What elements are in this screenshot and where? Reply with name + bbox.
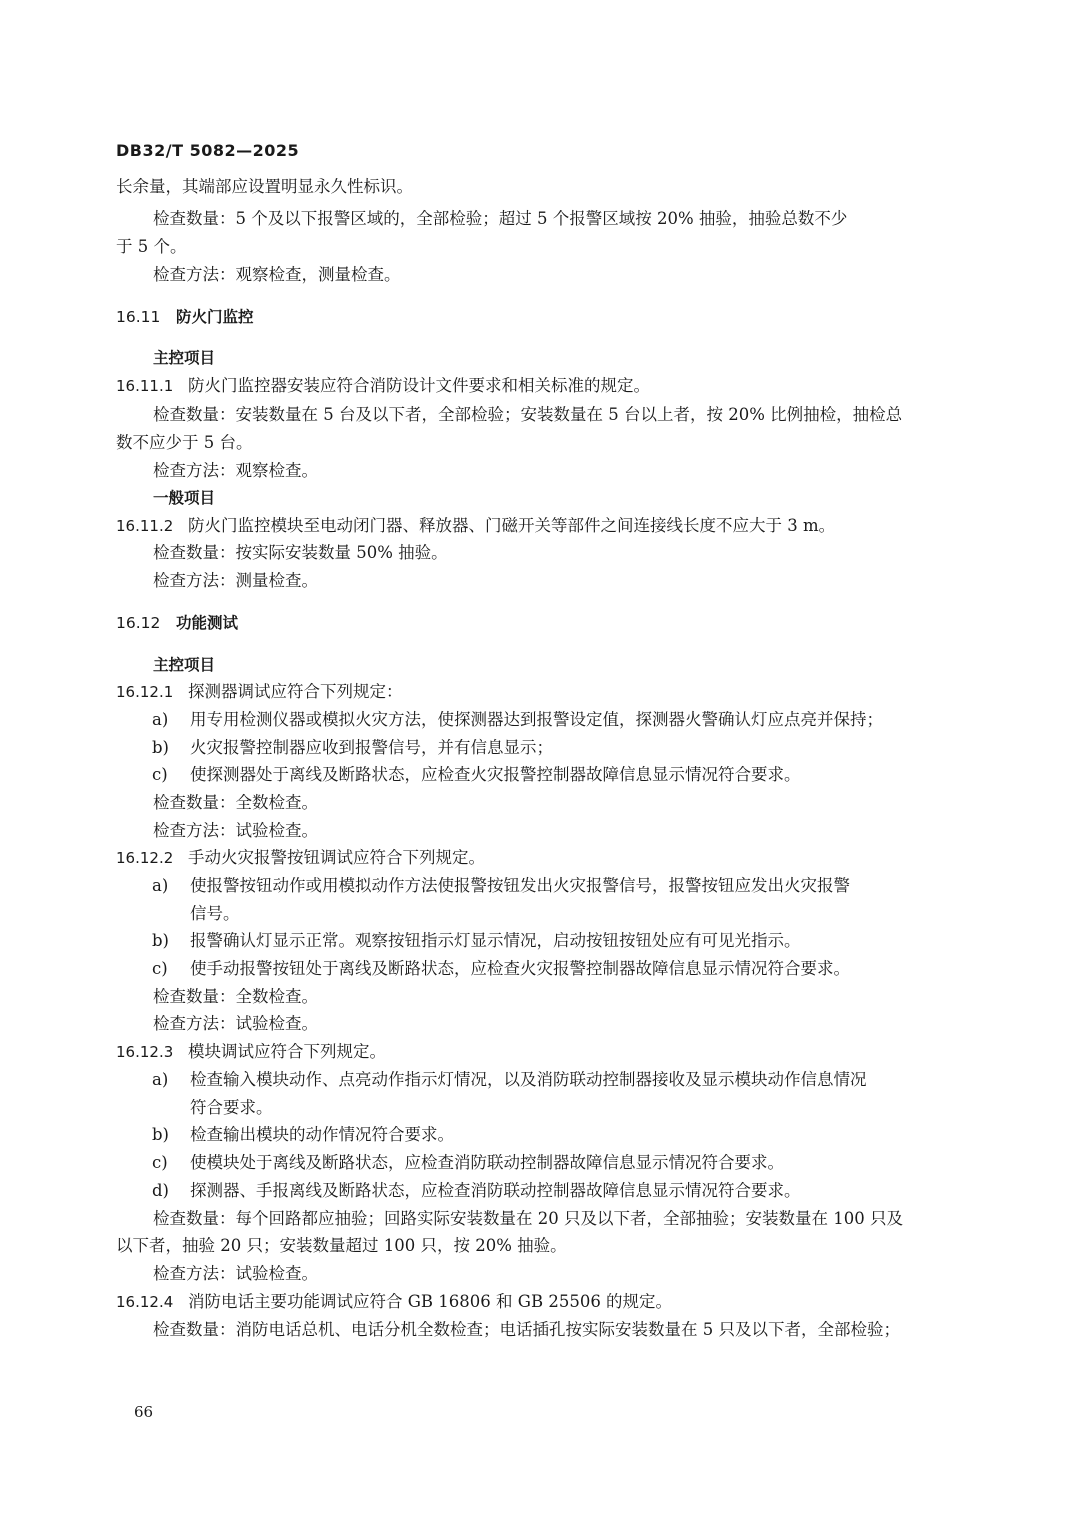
section-number: 16.12 xyxy=(116,614,161,632)
subsection-label: 主控项目 xyxy=(153,349,216,367)
clause-text: 手动火灾报警按钮调试应符合下列规定。 xyxy=(188,848,485,867)
clause-number: 16.11.2 xyxy=(116,517,174,535)
paragraph-line: 检查数量：按实际安装数量 50% 抽验。 xyxy=(153,543,448,562)
list-label: d) xyxy=(152,1181,169,1200)
clause-number: 16.11.1 xyxy=(116,377,174,395)
list-text: 检查输出模块的动作情况符合要求。 xyxy=(190,1125,454,1144)
clause-number: 16.12.2 xyxy=(116,849,174,867)
list-label: a) xyxy=(152,1070,169,1089)
list-item xyxy=(152,875,850,897)
list-label: b) xyxy=(152,1125,169,1144)
paragraph-line: 长余量，其端部应设置明显永久性标识。 xyxy=(116,177,413,196)
clause-16-12-2 xyxy=(116,847,485,869)
paragraph-line: 检查方法：观察检查。 xyxy=(153,461,318,480)
standard-code-header: DB32/T 5082—2025 xyxy=(116,141,300,160)
page-number: 66 xyxy=(134,1403,154,1421)
paragraph-line: 检查数量：每个回路都应抽验；回路实际安装数量在 20 只及以下者，全部抽验；安装数量在 100 只及 xyxy=(153,1209,903,1228)
list-label: c) xyxy=(152,959,168,978)
paragraph-line: 于 5 个。 xyxy=(116,237,187,256)
clause-number: 16.12.4 xyxy=(116,1293,174,1311)
list-text: 使探测器处于离线及断路状态，应检查火灾报警控制器故障信息显示情况符合要求。 xyxy=(190,765,801,784)
list-text: 使报警按钮动作或用模拟动作方法使报警按钮发出火灾报警信号，报警按钮应发出火灾报警 xyxy=(190,876,850,895)
clause-16-11-1 xyxy=(116,375,650,397)
paragraph-line: 检查方法：观察检查，测量检查。 xyxy=(153,265,401,284)
list-text: 探测器、手报离线及断路状态，应检查消防联动控制器故障信息显示情况符合要求。 xyxy=(190,1181,801,1200)
section-heading-16-12 xyxy=(116,612,238,634)
paragraph-line: 数不应少于 5 台。 xyxy=(116,433,253,452)
list-text: 使模块处于离线及断路状态，应检查消防联动控制器故障信息显示情况符合要求。 xyxy=(190,1153,784,1172)
list-item xyxy=(152,930,801,952)
clause-text: 防火门监控器安装应符合消防设计文件要求和相关标准的规定。 xyxy=(188,376,650,395)
section-title: 防火门监控 xyxy=(176,308,254,326)
paragraph-line: 检查方法：试验检查。 xyxy=(153,1264,318,1283)
list-text: 火灾报警控制器应收到报警信号，并有信息显示； xyxy=(190,738,553,757)
paragraph-line: 检查方法：试验检查。 xyxy=(153,821,318,840)
list-text: 使手动报警按钮处于离线及断路状态，应检查火灾报警控制器故障信息显示情况符合要求。 xyxy=(190,959,850,978)
clause-text: 探测器调试应符合下列规定： xyxy=(188,682,403,701)
list-item xyxy=(152,1069,867,1091)
list-label: b) xyxy=(152,931,169,950)
subsection-label: 主控项目 xyxy=(153,656,216,674)
list-item xyxy=(152,764,801,786)
clause-16-11-2 xyxy=(116,515,835,537)
clause-number: 16.12.3 xyxy=(116,1043,174,1061)
list-label: b) xyxy=(152,738,169,757)
clause-text: 防火门监控模块至电动闭门器、释放器、门磁开关等部件之间连接线长度不应大于 3 m。 xyxy=(188,516,836,535)
list-text: 用专用检测仪器或模拟火灾方法，使探测器达到报警设定值，探测器火警确认灯应点亮并保持； xyxy=(190,710,883,729)
list-item xyxy=(152,958,850,980)
clause-text: 消防电话主要功能调试应符合 GB 16806 和 GB 25506 的规定。 xyxy=(188,1292,673,1311)
clause-16-12-1 xyxy=(116,681,403,703)
paragraph-line: 检查数量：全数检查。 xyxy=(153,793,318,812)
list-label: c) xyxy=(152,1153,168,1172)
list-item xyxy=(152,1152,784,1174)
list-continuation: 符合要求。 xyxy=(190,1098,273,1117)
clause-16-12-4 xyxy=(116,1291,672,1313)
paragraph-line: 检查数量：5 个及以下报警区域的，全部检验；超过 5 个报警区域按 20% 抽验，抽验总数不少 xyxy=(153,209,848,228)
section-number: 16.11 xyxy=(116,308,161,326)
paragraph-line: 检查数量：全数检查。 xyxy=(153,987,318,1006)
subsection-label: 一般项目 xyxy=(153,489,216,507)
list-label: a) xyxy=(152,876,169,895)
list-label: c) xyxy=(152,765,168,784)
section-heading-16-11 xyxy=(116,306,254,328)
list-label: a) xyxy=(152,710,169,729)
list-item xyxy=(152,1124,454,1146)
paragraph-line: 检查方法：试验检查。 xyxy=(153,1014,318,1033)
list-item xyxy=(152,1180,801,1202)
list-text: 检查输入模块动作、点亮动作指示灯情况，以及消防联动控制器接收及显示模块动作信息情况 xyxy=(190,1070,867,1089)
list-item xyxy=(152,737,553,759)
paragraph-line: 检查方法：测量检查。 xyxy=(153,571,318,590)
list-item xyxy=(152,709,883,731)
section-title: 功能测试 xyxy=(176,614,239,632)
list-text: 报警确认灯显示正常。观察按钮指示灯显示情况，启动按钮按钮处应有可见光指示。 xyxy=(190,931,801,950)
list-continuation: 信号。 xyxy=(190,904,240,923)
paragraph-line: 检查数量：消防电话总机、电话分机全数检查；电话插孔按实际安装数量在 5 只及以下者，全部检验； xyxy=(153,1320,900,1339)
clause-number: 16.12.1 xyxy=(116,683,174,701)
paragraph-line: 检查数量：安装数量在 5 台及以下者，全部检验；安装数量在 5 台以上者，按 20% 比例抽检，抽检总 xyxy=(153,405,903,424)
clause-text: 模块调试应符合下列规定。 xyxy=(188,1042,386,1061)
paragraph-line: 以下者，抽验 20 只；安装数量超过 100 只，按 20% 抽验。 xyxy=(116,1236,567,1255)
clause-16-12-3 xyxy=(116,1041,386,1063)
